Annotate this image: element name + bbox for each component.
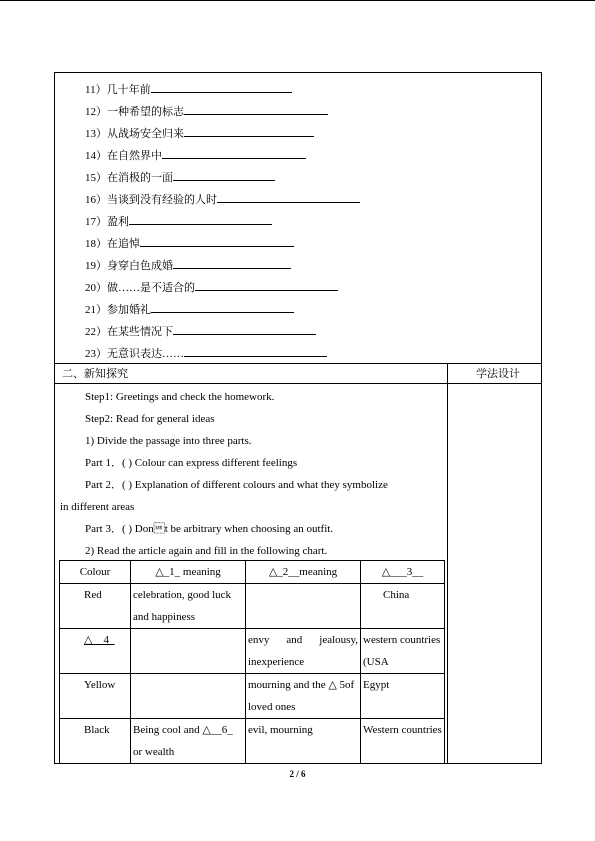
vocab-item: 22）在某些情况下 <box>85 323 316 339</box>
vocab-item: 23）无意识表达…… <box>85 345 327 361</box>
colour-meaning-table <box>59 560 445 764</box>
vocab-item: 11）几十年前 <box>85 81 292 97</box>
table-row <box>60 584 445 629</box>
vocab-item: 12）一种希望的标志 <box>85 103 328 119</box>
vocab-item: 20）做……是不适合的 <box>85 279 338 295</box>
step1-text: Step1: Greetings and check the homework. <box>85 391 275 403</box>
table-row <box>60 674 445 719</box>
cell-meaning-2: evil, mourning <box>246 719 361 764</box>
section-divider <box>54 363 542 364</box>
cell-colour: Red <box>60 584 131 629</box>
table-header-row <box>60 561 445 584</box>
header-meaning-1: △_1_ meaning <box>131 561 246 584</box>
side-column-divider <box>447 363 448 764</box>
vocab-item: 17）盈利 <box>85 213 272 229</box>
part-2-continued: in different areas <box>60 501 135 513</box>
cell-colour: Black <box>60 719 131 764</box>
cell-area: western countries (USA <box>361 629 445 674</box>
vocab-item: 14）在自然界中 <box>85 147 306 163</box>
header-area: △___3__ <box>361 561 445 584</box>
cell-meaning-1 <box>131 629 246 674</box>
cell-meaning-1: celebration, good luck and happiness <box>131 584 246 629</box>
table-row <box>60 629 445 674</box>
cell-area: Western countries <box>361 719 445 764</box>
cell-area: Egypt <box>361 674 445 719</box>
cell-meaning-2: mourning and the △ 5of loved ones <box>246 674 361 719</box>
section-title: 二、新知探究 <box>62 368 128 380</box>
step2-text: Step2: Read for general ideas <box>85 413 215 425</box>
header-colour: Colour <box>60 561 131 584</box>
cell-meaning-2 <box>246 584 361 629</box>
cell-area: China <box>361 584 445 629</box>
cell-colour: Yellow <box>60 674 131 719</box>
table-row <box>60 719 445 764</box>
side-column-header: 学法设计 <box>476 368 520 380</box>
question-1: 1) Divide the passage into three parts. <box>85 435 252 447</box>
vocab-item: 16）当谈到没有经验的人时 <box>85 191 360 207</box>
vocab-item: 13）从战场安全归来 <box>85 125 314 141</box>
page-number: 2 / 6 <box>289 769 306 779</box>
vocab-item: 21）参加婚礼 <box>85 301 294 317</box>
part-3: Part 3．( ) Don t be arbitrary when choosing an outfit. <box>85 523 334 535</box>
part-2: Part 2．( ) Explanation of different colours and what they symbolize <box>85 479 388 491</box>
cell-colour: △__4_ <box>60 629 131 674</box>
cell-meaning-1 <box>131 674 246 719</box>
cell-meaning-2: envy and jealousy, inexperience <box>246 629 361 674</box>
vocab-item: 15）在消极的一面 <box>85 169 275 185</box>
header-meaning-2: △_2__meaning <box>246 561 361 584</box>
page-top-rule <box>0 0 595 1</box>
vocab-item: 18）在追悼 <box>85 235 294 251</box>
part-1: Part 1．( ) Colour can express different feelings <box>85 457 298 469</box>
side-header-divider <box>54 383 542 384</box>
question-2: 2) Read the article again and fill in the following chart. <box>85 545 328 557</box>
vocab-item: 19）身穿白色成婚 <box>85 257 291 273</box>
cell-meaning-1: Being cool and △__6_ or wealth <box>131 719 246 764</box>
